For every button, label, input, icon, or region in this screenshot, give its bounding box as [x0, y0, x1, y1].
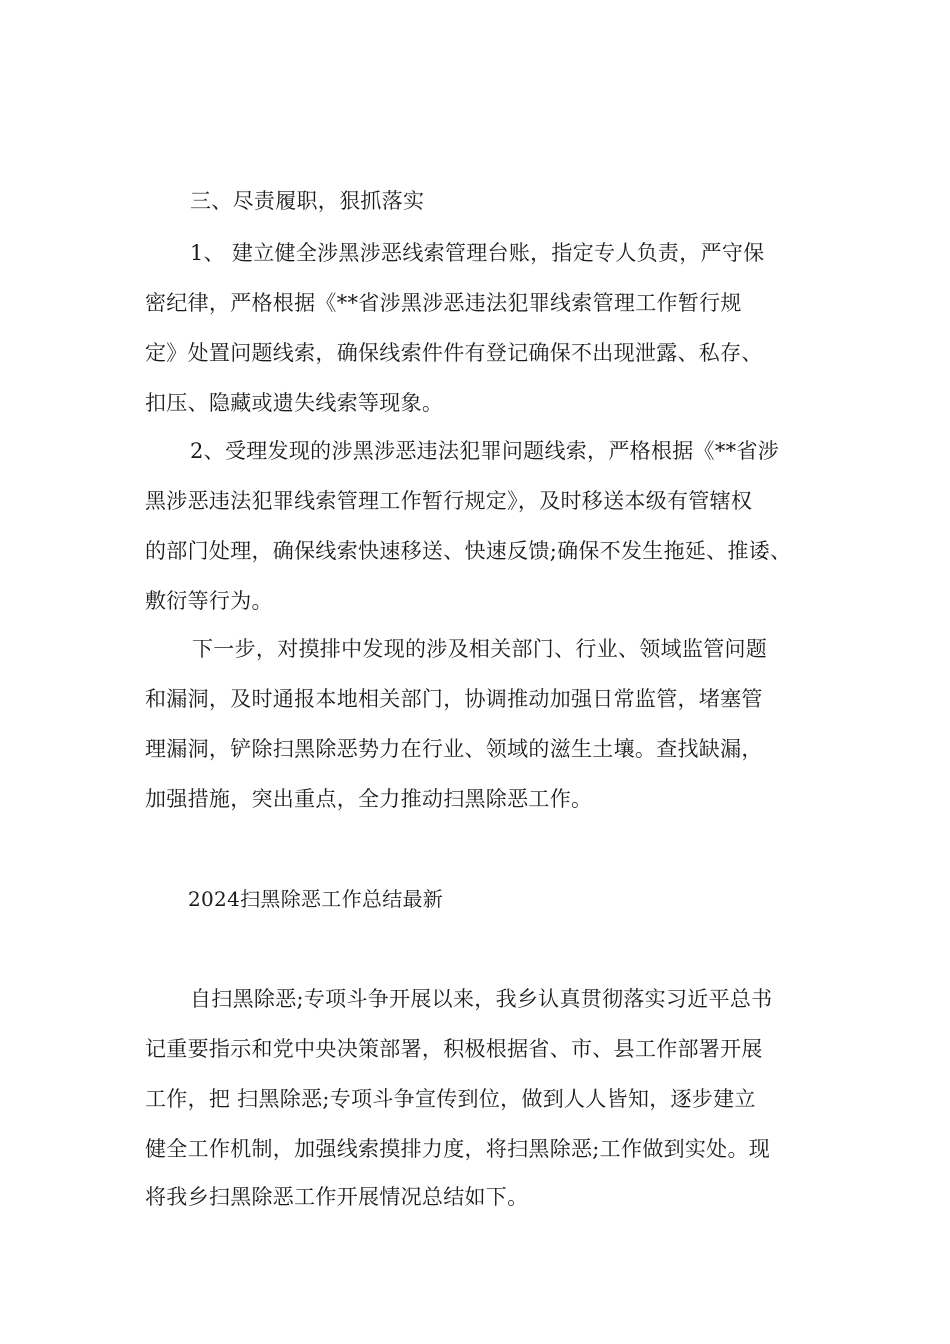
item2-line-2: 黑涉恶违法犯罪线索管理工作暂行规定》，及时移送本级有管辖权: [145, 489, 753, 513]
item2-line-4: 敷衍等行为。: [145, 589, 273, 613]
next-step-line-3: 理漏洞，铲除扫黑除恶势力在行业、领域的滋生土壤。查找缺漏，: [145, 737, 763, 761]
item1-line-1: 1、 建立健全涉黑涉恶线索管理台账，指定专人负责，严守保: [190, 241, 765, 265]
intro-line-1: 自扫黑除恶;专项斗争开展以来，我乡认真贯彻落实习近平总书: [190, 987, 773, 1011]
next-step-line-2: 和漏洞，及时通报本地相关部门，协调推动加强日常监管，堵塞管: [145, 687, 763, 711]
item1-line-2: 密纪律，严格根据《**省涉黑涉恶违法犯罪线索管理工作暂行规: [145, 291, 742, 315]
intro-line-5: 将我乡扫黑除恶工作开展情况总结如下。: [145, 1185, 529, 1209]
item2-line-1: 2、受理发现的涉黑涉恶违法犯罪问题线索，严格根据《**省涉: [190, 439, 780, 463]
article-title: 2024扫黑除恶工作总结最新: [188, 887, 444, 911]
next-step-line-1: 下一步，对摸排中发现的涉及相关部门、行业、领域监管问题: [192, 637, 768, 661]
item2-line-3: 的部门处理，确保线索快速移送、快速反馈;确保不发生拖延、推诿、: [145, 539, 792, 563]
intro-line-4: 健全工作机制，加强线索摸排力度，将扫黑除恶;工作做到实处。现: [145, 1137, 771, 1161]
item1-line-3: 定》处置问题线索，确保线索件件有登记确保不出现泄露、私存、: [145, 341, 763, 365]
intro-line-3: 工作，把 扫黑除恶;专项斗争宣传到位，做到人人皆知，逐步建立: [145, 1087, 756, 1111]
next-step-line-4: 加强措施，突出重点，全力推动扫黑除恶工作。: [145, 787, 593, 811]
section-heading: 三、尽责履职，狠抓落实: [190, 189, 425, 213]
intro-line-2: 记重要指示和党中央决策部署，积极根据省、市、县工作部署开展: [145, 1037, 763, 1061]
item1-line-4: 扣压、隐藏或遗失线索等现象。: [145, 391, 444, 415]
